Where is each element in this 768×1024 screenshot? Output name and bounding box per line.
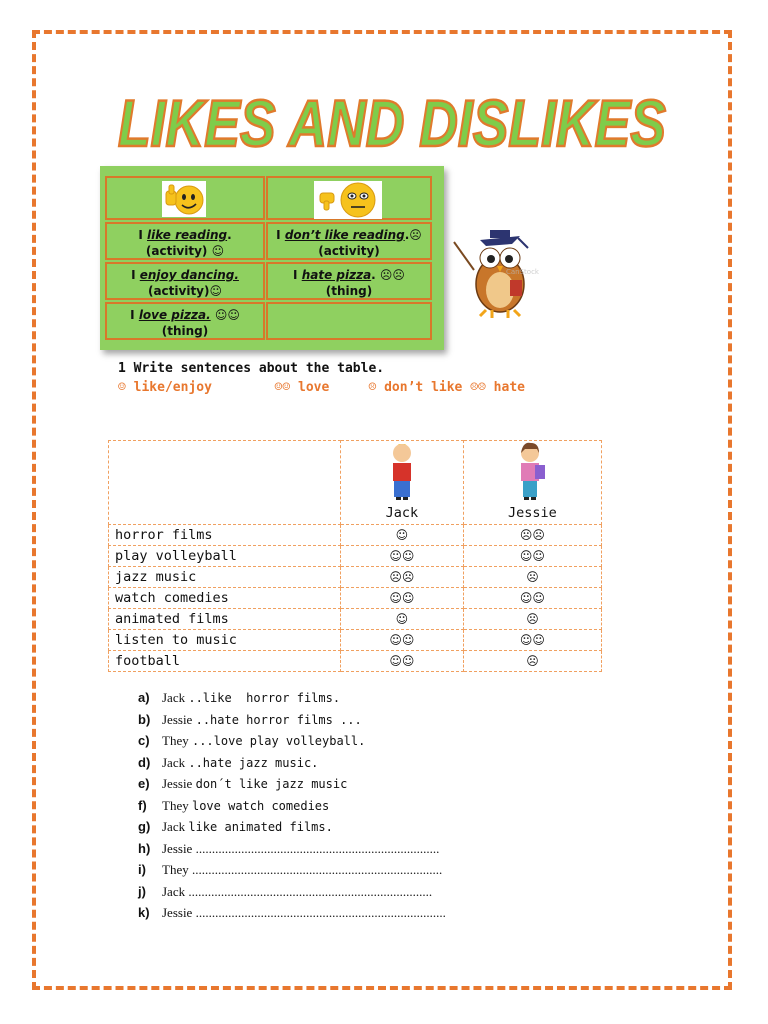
girl-icon	[515, 441, 549, 501]
legend-cell-dont-like: I don’t like reading.☹ (activity)	[266, 222, 432, 260]
legend-cell-hate: I hate pizza. ☹☹ (thing)	[266, 262, 432, 300]
legend-like-header	[105, 176, 265, 220]
table-row: listen to music ☺☺ ☺☺	[109, 630, 602, 651]
owl-teacher-illustration	[452, 222, 548, 322]
list-item: g) Jack like animated films.	[138, 819, 333, 834]
jack-header	[340, 441, 463, 525]
legend-cell-love: I love pizza. ☺☺ (thing)	[105, 302, 265, 340]
likes-chart	[108, 440, 602, 672]
owl-watermark-text: CanStock	[506, 268, 539, 276]
legend-cell-empty	[266, 302, 432, 340]
column-jack: Jack	[385, 505, 419, 521]
list-item: a) Jack ..like horror films.	[138, 690, 341, 705]
chart-header-row	[109, 441, 602, 525]
list-item: f) They love watch comedies	[138, 797, 330, 813]
table-row: football ☺☺ ☹	[109, 651, 602, 672]
list-item: b) Jessie ..hate horror films ...	[138, 711, 362, 727]
table-row: horror films ☺ ☹☹	[109, 525, 602, 546]
list-item: d) Jack ..hate jazz music.	[138, 754, 319, 770]
instructions	[118, 361, 525, 395]
jessie-header	[463, 441, 601, 525]
list-item: e) Jessie don´t like jazz music	[138, 776, 348, 791]
instruction-text: 1 Write sentences about the table.	[118, 361, 385, 376]
title-text: LIKES AND DISLIKES	[118, 86, 666, 160]
answer-line[interactable]: j) Jack ...........................................................................	[138, 883, 433, 899]
boy-icon	[385, 441, 419, 501]
table-row: watch comedies ☺☺ ☺☺	[109, 588, 602, 609]
list-item: c) They ...love play volleyball.	[138, 733, 366, 748]
answer-line[interactable]: h) Jessie ...........................................................................	[138, 840, 440, 856]
legend-table	[100, 166, 444, 350]
legend-dislike-header	[266, 176, 432, 220]
table-row: jazz music ☹☹ ☹	[109, 567, 602, 588]
page-title	[112, 80, 672, 160]
thumbs-up-smiley-icon	[162, 181, 206, 217]
column-jessie: Jessie	[508, 505, 557, 521]
legend-cell-like: I like reading. (activity) ☺	[105, 222, 265, 260]
table-row: animated films ☺ ☹	[109, 609, 602, 630]
legend-cell-enjoy: I enjoy dancing. (activity)☺	[105, 262, 265, 300]
sentence-list	[138, 690, 658, 927]
thumbs-down-smiley-icon	[314, 181, 382, 219]
table-row: play volleyball ☺☺ ☺☺	[109, 546, 602, 567]
answer-line[interactable]: i) They .............................................................................	[138, 862, 443, 877]
symbol-key: ☺ like/enjoy ☺☺ love ☹ don’t like ☹☹ hate	[118, 380, 525, 395]
answer-line[interactable]: k) Jessie .............................................................................	[138, 905, 446, 920]
